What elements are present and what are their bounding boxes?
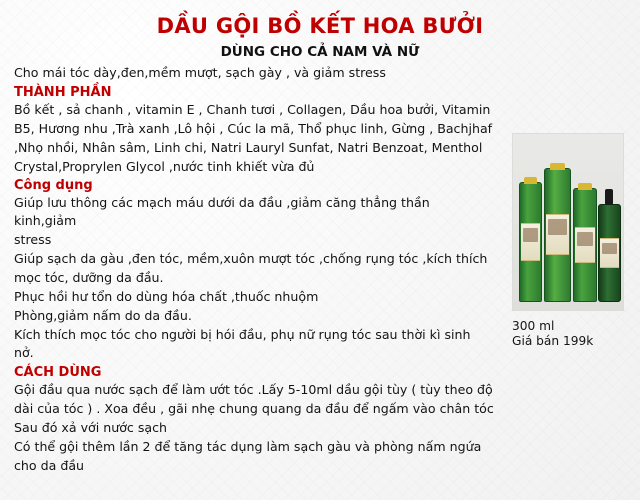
box-label xyxy=(546,214,569,256)
section-heading-benefits: Công dụng xyxy=(14,178,93,194)
text-line: Bồ kết , sả chanh , vitamin E , Chanh tươi , Collagen, Dầu hoa bưởi, Vitamin xyxy=(14,101,491,117)
text-line: mọc tóc, dưỡng da đầu. xyxy=(14,269,164,285)
product-block xyxy=(512,133,630,348)
section-heading-ingredients: THÀNH PHẦN xyxy=(14,84,112,100)
text-line: B5, Hương nhu ,Trà xanh ,Lô hội , Cúc la mã, Thổ phục linh, Gừng , Bachjhaf xyxy=(14,120,493,136)
bottle-label xyxy=(600,238,619,269)
product-price: Giá bán 199k xyxy=(512,334,594,348)
box-label xyxy=(521,223,540,260)
product-volume: 300 ml xyxy=(512,319,555,333)
text-line: Sau đó xả với nước sạch xyxy=(14,420,168,435)
text-line: Kích thích mọc tóc cho người bị hói đầu, phụ nữ rụng tóc sau thời kì sinh xyxy=(14,326,471,342)
text-line: Gội đầu qua nước sạch để làm ướt tóc .Lấy 5-10ml dầu gội tùy ( tùy theo độ xyxy=(14,382,493,398)
section-body-usage xyxy=(14,381,626,474)
box-cap xyxy=(524,177,537,184)
text-line: nở. xyxy=(14,345,34,361)
product-box-center xyxy=(544,168,571,302)
text-line: dài của tóc ) . Xoa đều , gãi nhẹ chung quang da đầu để ngấm vào chân tóc xyxy=(14,401,494,417)
text-line: Phục hồi hư tổn do dùng hóa chất ,thuốc nhuộm xyxy=(14,288,319,304)
text-line: cho da đầu xyxy=(14,457,85,473)
product-photo xyxy=(512,133,624,311)
intro-text xyxy=(14,64,512,82)
box-cap xyxy=(578,183,591,190)
text-line: Có thể gội thêm lần 2 để tăng tác dụng làm sạch gàu và phòng nấm ngứa xyxy=(14,438,482,454)
section-body-benefits xyxy=(14,194,492,362)
product-pump-bottle xyxy=(598,204,621,302)
text-line: Phòng,giảm nấm do da đầu. xyxy=(14,307,192,323)
text-line: Crystal,Proprylen Glycol ,nước tinh khiết vừa đủ xyxy=(14,158,315,174)
text-line: ,Nhọ nhồi, Nhân sâm, Linh chi, Natri Lauryl Sunfat, Natri Benzoat, Menthol xyxy=(14,139,483,155)
page-title: DẦU GỘI BỒ KẾT HOA BƯỞI xyxy=(156,14,484,38)
box-label xyxy=(575,227,595,263)
product-box-left xyxy=(519,182,542,302)
text-line: Giúp sạch da gàu ,đen tóc, mềm,xuôn mượt tóc ,chống rụng tóc ,kích thích xyxy=(14,251,488,266)
section-body-ingredients xyxy=(14,101,512,176)
page-subtitle: DÙNG CHO CẢ NAM VÀ NỮ xyxy=(220,44,420,60)
box-cap xyxy=(550,163,565,170)
text-line: Giúp lưu thông các mạch máu dưới da đầu ,giảm căng thẳng thần kinh,giảm xyxy=(14,195,430,229)
section-heading-usage: CÁCH DÙNG xyxy=(14,365,102,381)
text-line: stress xyxy=(14,232,52,248)
product-box-right xyxy=(573,188,597,302)
intro-line: Cho mái tóc dày,đen,mềm mượt, sạch gày , và giảm stress xyxy=(14,65,386,80)
